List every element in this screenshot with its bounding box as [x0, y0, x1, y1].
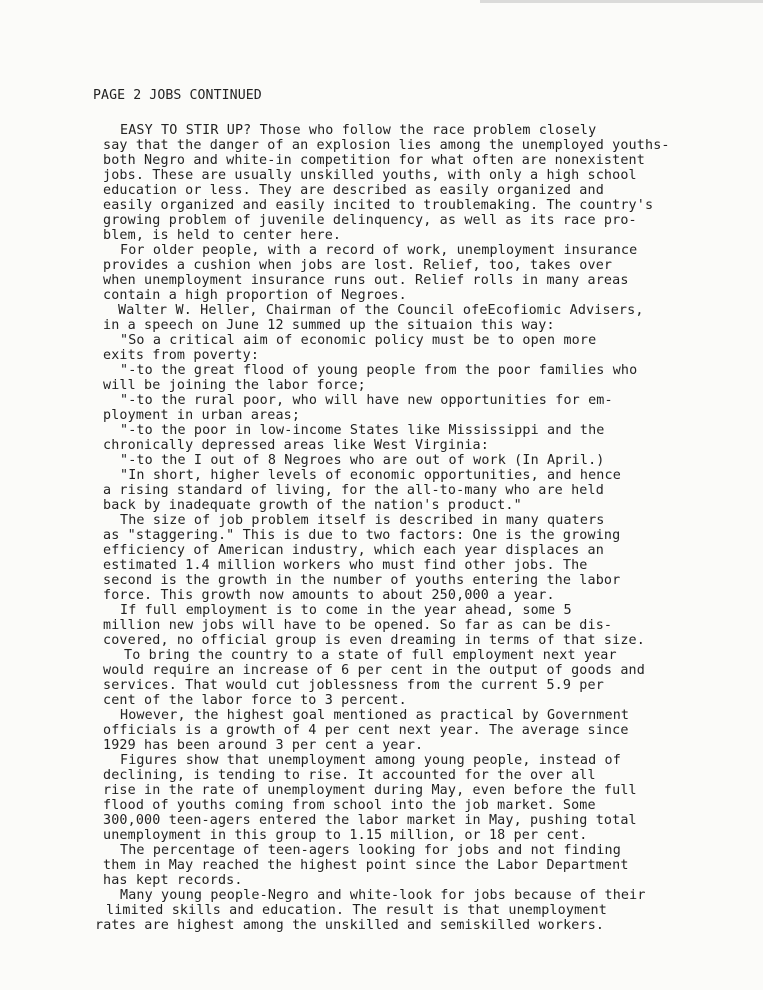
text-line: The size of job problem itself is described in many quaters [120, 513, 605, 528]
text-line: back by inadequate growth of the nation's product." [103, 498, 522, 513]
text-line: growing problem of juvenile delinquency, as well as its race pro- [103, 213, 637, 228]
text-line: jobs. These are usually unskilled youths, with only a high school [103, 168, 637, 183]
text-line: limited skills and education. The result is that unemployment [106, 903, 607, 918]
scan-mark [480, 0, 763, 3]
text-line: force. This growth now amounts to about 250,000 a year. [103, 588, 555, 603]
text-line: million new jobs will have to be opened. So far as can be dis- [103, 618, 613, 633]
text-line: say that the danger of an explosion lies among the unemployed youths- [103, 138, 670, 153]
text-line: chronically depressed areas like West Virginia: [103, 438, 489, 453]
text-line: covered, no official group is even dreaming in terms of that size. [103, 633, 645, 648]
text-line: flood of youths coming from school into the job market. Some [103, 798, 596, 813]
text-line: The percentage of teen-agers looking for jobs and not finding [120, 843, 621, 858]
text-line: has kept records. [103, 873, 243, 888]
text-line: efficiency of American industry, which each year displaces an [103, 543, 604, 558]
text-line: "-to the poor in low-income States like Mississippi and the [120, 423, 605, 438]
text-line: would require an increase of 6 per cent in the output of goods and [103, 663, 645, 678]
text-line: Many young people-Negro and white-look for jobs because of their [120, 888, 646, 903]
text-line: 1929 has been around 3 per cent a year. [103, 738, 424, 753]
text-line: However, the highest goal mentioned as practical by Government [120, 708, 630, 723]
text-line: estimated 1.4 million workers who must find other jobs. The [103, 558, 588, 573]
text-line: a rising standard of living, for the all-to-many who are held [103, 483, 604, 498]
text-line: EASY TO STIR UP? Those who follow the race problem closely [120, 123, 597, 138]
text-line: "-to the great flood of young people from the poor families who [120, 363, 638, 378]
text-line: "So a critical aim of economic policy must be to open more [120, 333, 597, 348]
text-line: blem, is held to center here. [103, 228, 342, 243]
text-line: 300,000 teen-agers entered the labor market in May, pushing total [103, 813, 637, 828]
text-line: when unemployment insurance runs out. Relief rolls in many areas [103, 273, 629, 288]
text-line: them in May reached the highest point since the Labor Department [103, 858, 629, 873]
text-line: ployment in urban areas; [103, 408, 301, 423]
text-line: "-to the I out of 8 Negroes who are out of work (In April.) [120, 453, 605, 468]
text-line: To bring the country to a state of full employment next year [124, 648, 617, 663]
page-heading: PAGE 2 JOBS CONTINUED [93, 88, 262, 103]
text-line: as "staggering." This is due to two factors: One is the growing [103, 528, 621, 543]
text-line: rise in the rate of unemployment during May, even before the full [103, 783, 637, 798]
text-line: in a speech on June 12 summed up the situaion this way: [103, 318, 555, 333]
text-line: Walter W. Heller, Chairman of the Council ofeEcofiomic Advisers, [118, 303, 644, 318]
text-line: "-to the rural poor, who will have new opportunities for em- [120, 393, 613, 408]
text-line: services. That would cut joblessness from the current 5.9 per [103, 678, 604, 693]
text-line: unemployment in this group to 1.15 million, or 18 per cent. [103, 828, 588, 843]
text-line: If full employment is to come in the year ahead, some 5 [120, 603, 572, 618]
text-line: contain a high proportion of Negroes. [103, 288, 407, 303]
text-line: "In short, higher levels of economic opportunities, and hence [120, 468, 621, 483]
text-line: easily organized and easily incited to troublemaking. The country's [103, 198, 654, 213]
text-line: rates are highest among the unskilled and semiskilled workers. [95, 918, 605, 933]
text-line: exits from poverty: [103, 348, 260, 363]
text-line: declining, is tending to rise. It accounted for the over all [103, 768, 596, 783]
text-line: will be joining the labor force; [103, 378, 366, 393]
text-line: For older people, with a record of work, unemployment insurance [120, 243, 638, 258]
text-line: cent of the labor force to 3 percent. [103, 693, 407, 708]
text-line: Figures show that unemployment among young people, instead of [120, 753, 621, 768]
text-line: education or less. They are described as easily organized and [103, 183, 604, 198]
text-line: second is the growth in the number of youths entering the labor [103, 573, 621, 588]
text-line: both Negro and white-in competition for what often are nonexistent [103, 153, 645, 168]
text-line: provides a cushion when jobs are lost. Relief, too, takes over [103, 258, 613, 273]
text-line: officials is a growth of 4 per cent next year. The average since [103, 723, 629, 738]
